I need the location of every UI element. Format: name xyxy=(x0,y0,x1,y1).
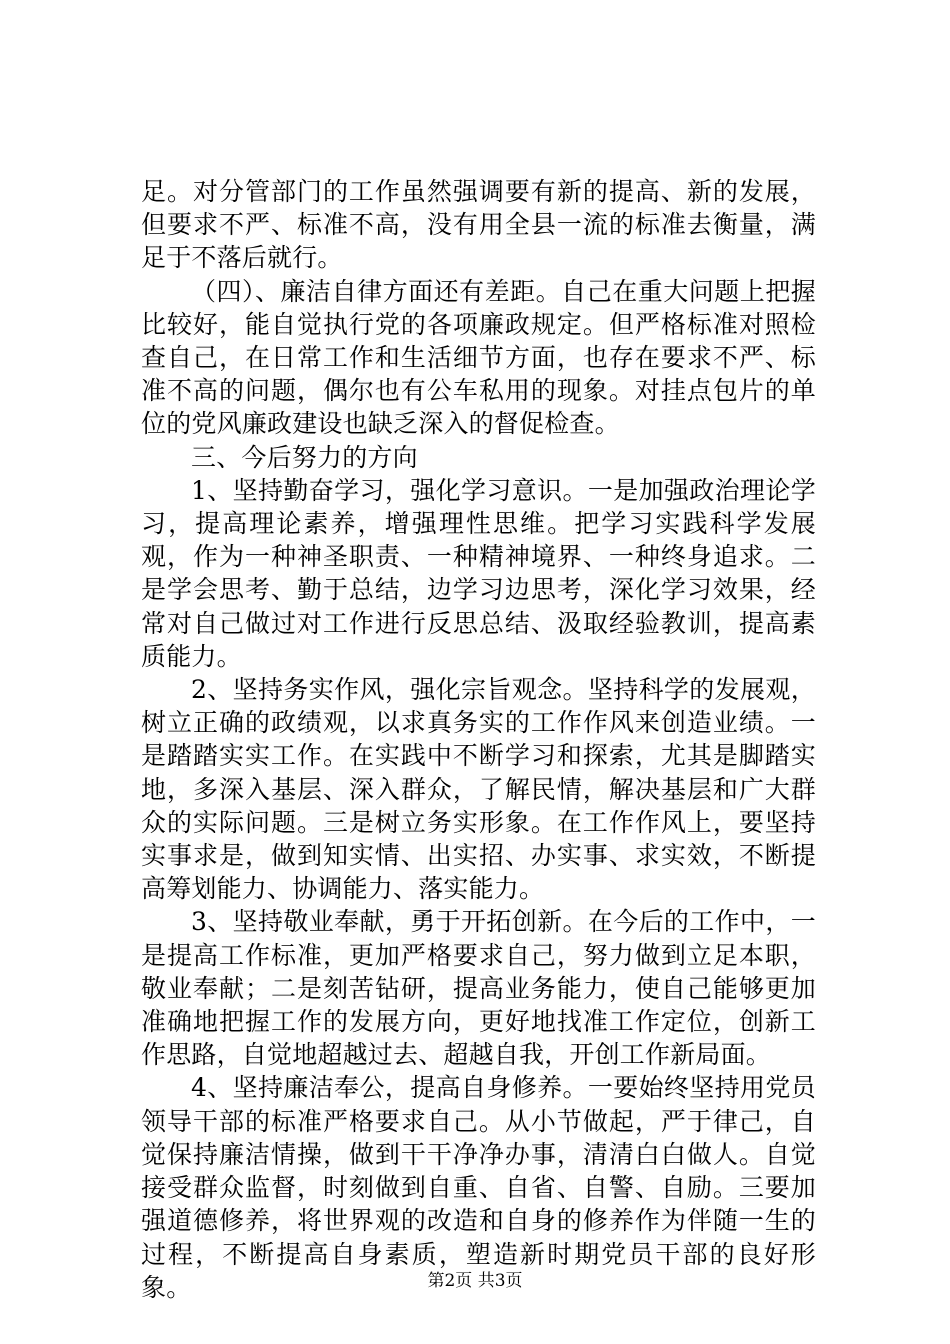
paragraph-item-1: 1、坚持勤奋学习，强化学习意识。一是加强政治理论学习，提高理论素养，增强理性思维。把学习实践科学发展观，作为一种神圣职责、一种精神境界、一种终身追求。二是学会思考、勤于总结，边学习边思考，深化学习效果，经常对自己做过对工作进行反思总结、汲取经验教训，提高素质能力。 xyxy=(141,475,816,671)
paragraph-item-4: 4、坚持廉洁奉公，提高自身修养。一要始终坚持用党员领导干部的标准严格要求自己。从小节做起，严于律己，自觉保持廉洁情操，做到干干净净办事，清清白白做人。自觉接受群众监督，时刻做到自重、自省、自警、自励。三要加强道德修养，将世界观的改造和自身的修养作为伴随一生的过程，不断提高自身素质，塑造新时期党员干部的良好形象。 xyxy=(141,1073,816,1302)
paragraph-continuation: 足。对分管部门的工作虽然强调要有新的提高、新的发展，但要求不严、标准不高，没有用全县一流的标准去衡量，满足于不落后就行。 xyxy=(141,177,816,273)
document-body xyxy=(141,175,816,1304)
paragraph-item-3: 3、坚持敬业奉献，勇于开拓创新。在今后的工作中，一是提高工作标准，更加严格要求自己，努力做到立足本职，敬业奉献；二是刻苦钻研，提高业务能力，使自己能够更加准确地把握工作的发展方向，更好地找准工作定位，创新工作思路，自觉地超越过去、超越自我，开创工作新局面。 xyxy=(141,907,816,1070)
paragraph-item-2: 2、坚持务实作风，强化宗旨观念。坚持科学的发展观，树立正确的政绩观，以求真务实的工作作风来创造业绩。一是踏踏实实工作。在实践中不断学习和探索，尤其是脚踏实地，多深入基层、深入群众，了解民情，解决基层和广大群众的实际问题。三是树立务实形象。在工作作风上，要坚持实事求是，做到知实情、出实招、办实事、求实效，不断提高筹划能力、协调能力、落实能力。 xyxy=(141,675,816,904)
section-heading-future-direction: 三、今后努力的方向 xyxy=(191,442,418,472)
paragraph-integrity-gap: （四）、廉洁自律方面还有差距。自己在重大问题上把握比较好，能自觉执行党的各项廉政规定。但严格标准对照检查自己，在日常工作和生活细节方面，也存在要求不严、标准不高的问题，偶尔也有公车私用的现象。对挂点包片的单位的党风廉政建设也缺乏深入的督促检查。 xyxy=(141,276,816,439)
page-number-footer: 第2页 共3页 xyxy=(427,1271,523,1291)
